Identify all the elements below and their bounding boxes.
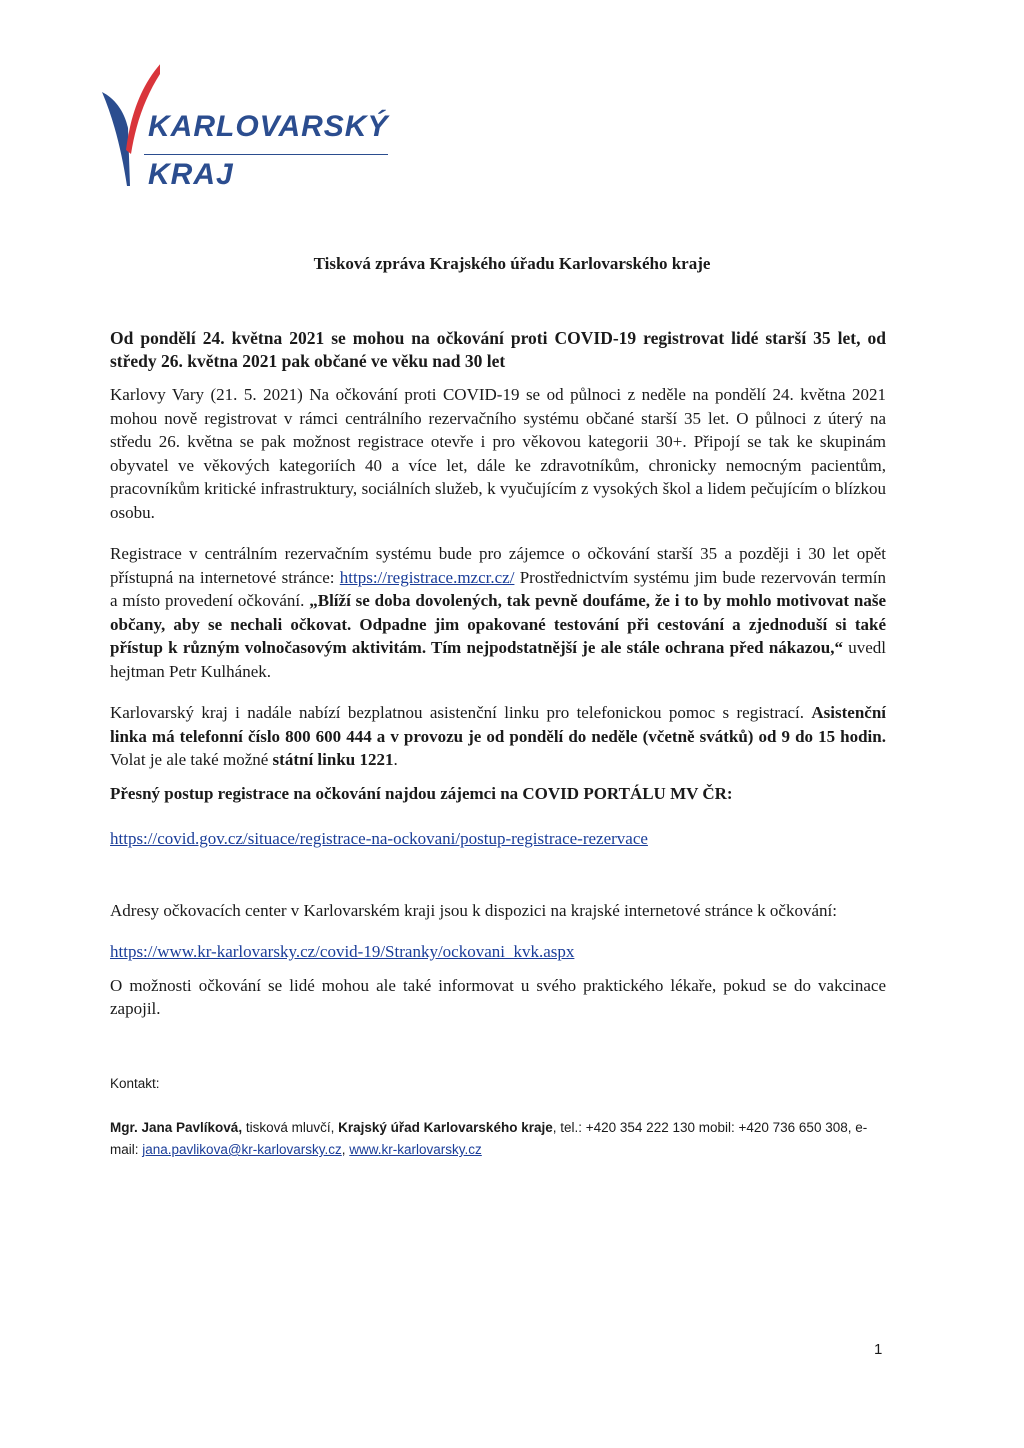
link-covid-portal-line — [110, 827, 886, 851]
para2-text-1: Registrace v centrálním rezervačním systému bude pro zájemce o očkování starší 35 a později i 30 let opět přístupná na internetové stránce: — [110, 544, 886, 587]
para3-text-1: Karlovarský kraj i nadále nabízí bezplatnou asistenční linku pro telefonickou pomoc s registrací. — [110, 703, 812, 722]
paragraph-intro: Karlovy Vary (21. 5. 2021) Na očkování proti COVID-19 se od půlnoci z neděle na pondělí 24. května 2021 mohou nově registrovat v rámci centrálního rezervačního systému občané starší 35 let. O půlnoci z úterý na středu 26. května se pak možnost registrace otevře i pro věkovou kategorii 30+. Připojí se tak ke skupinám obyvatel ve věkových kategoriích 40 a více let, dále ke zdravotníkům, chronicky nemocným pacientům, pracovníkům kritické infrastruktury, sociálních služeb, k vyučujícím z vysokých škol a lidem pečujícím o blízkou osobu. — [110, 385, 886, 522]
para3-text-3: . — [393, 750, 398, 769]
hotline-info: Asistenční linka má telefonní číslo 800 600 444 a v provozu je od pondělí do neděle (včetně svátků) od 9 do 15 hodin. — [110, 703, 886, 746]
contact-web-link[interactable]: www.kr-karlovarsky.cz — [349, 1142, 482, 1157]
contact-name: Mgr. Jana Pavlíková, — [110, 1120, 243, 1135]
portal-heading: Přesný postup registrace na očkování najdou zájemci na COVID PORTÁLU MV ČR: — [110, 783, 733, 803]
karlovarsky-kraj-logo — [100, 58, 400, 198]
logo-divider — [144, 154, 388, 155]
page-number: 1 — [874, 1341, 883, 1358]
press-release-body — [110, 327, 886, 1021]
state-hotline: státní linku 1221 — [272, 750, 394, 769]
paragraph-doctor: O možnosti očkování se lidé mohou ale také informovat u svého praktického lékaře, pokud se do vakcinace zapojil. — [110, 975, 886, 1018]
contact-separator: , — [341, 1142, 350, 1157]
contact-office: Krajský úřad Karlovarského kraje — [338, 1120, 553, 1135]
para2-text-2: Prostřednictvím systému jim bude rezervován termín a místo provedení očkování. — [110, 567, 887, 610]
contact-email-link[interactable]: jana.pavlikova@kr-karlovarsky.cz — [142, 1142, 342, 1157]
logo-text-kraj: KRAJ — [148, 158, 234, 191]
press-release-title: Tisková zpráva Krajského úřadu Karlovarského kraje — [313, 254, 711, 273]
link-kraj-line — [110, 940, 886, 964]
logo-text-karlovarsky: KARLOVARSKÝ — [148, 110, 389, 143]
paragraph-registration — [110, 542, 886, 683]
governor-quote: „Blíží se doba dovolených, tak pevně doufáme, že i to by mohlo motivovat naše občany, aby se nechali očkovat. Odpadne jim opakované testování při cestování a zjednoduší si také přístup k různým volnočasovým aktivitám. Tím nejpodstatnější je ale stále ochrana před nákazou,“ — [110, 591, 886, 657]
contact-role: tisková mluvčí, — [242, 1120, 339, 1135]
contact-block — [110, 1073, 890, 1161]
contact-details — [110, 1117, 890, 1161]
headline: Od pondělí 24. května 2021 se mohou na očkování proti COVID-19 registrovat lidé starší 35 let, od středy 26. května 2021 pak občané ve věku nad 30 let — [110, 328, 886, 371]
para3-text-2: Volat je ale také možné — [110, 750, 273, 769]
contact-phones: , tel.: +420 354 222 130 mobil: +420 736 650 308, e-mail: — [110, 1120, 868, 1157]
paragraph-centers: Adresy očkovacích center v Karlovarském kraji jsou k dispozici na krajské internetové stránce k očkování: — [110, 900, 837, 920]
covid-portal-link[interactable]: https://covid.gov.cz/situace/registrace-na-ockovani/postup-registrace-rezervace — [110, 829, 648, 848]
kraj-vaccination-link[interactable]: https://www.kr-karlovarsky.cz/covid-19/Stranky/ockovani_kvk.aspx — [110, 942, 575, 961]
para2-text-3: uvedl hejtman Petr Kulhánek. — [110, 638, 886, 681]
paragraph-portal — [110, 782, 886, 806]
contact-label: Kontakt: — [110, 1076, 160, 1091]
paragraph-hotline — [110, 701, 886, 772]
registrace-link[interactable]: https://registrace.mzcr.cz/ — [339, 567, 515, 587]
